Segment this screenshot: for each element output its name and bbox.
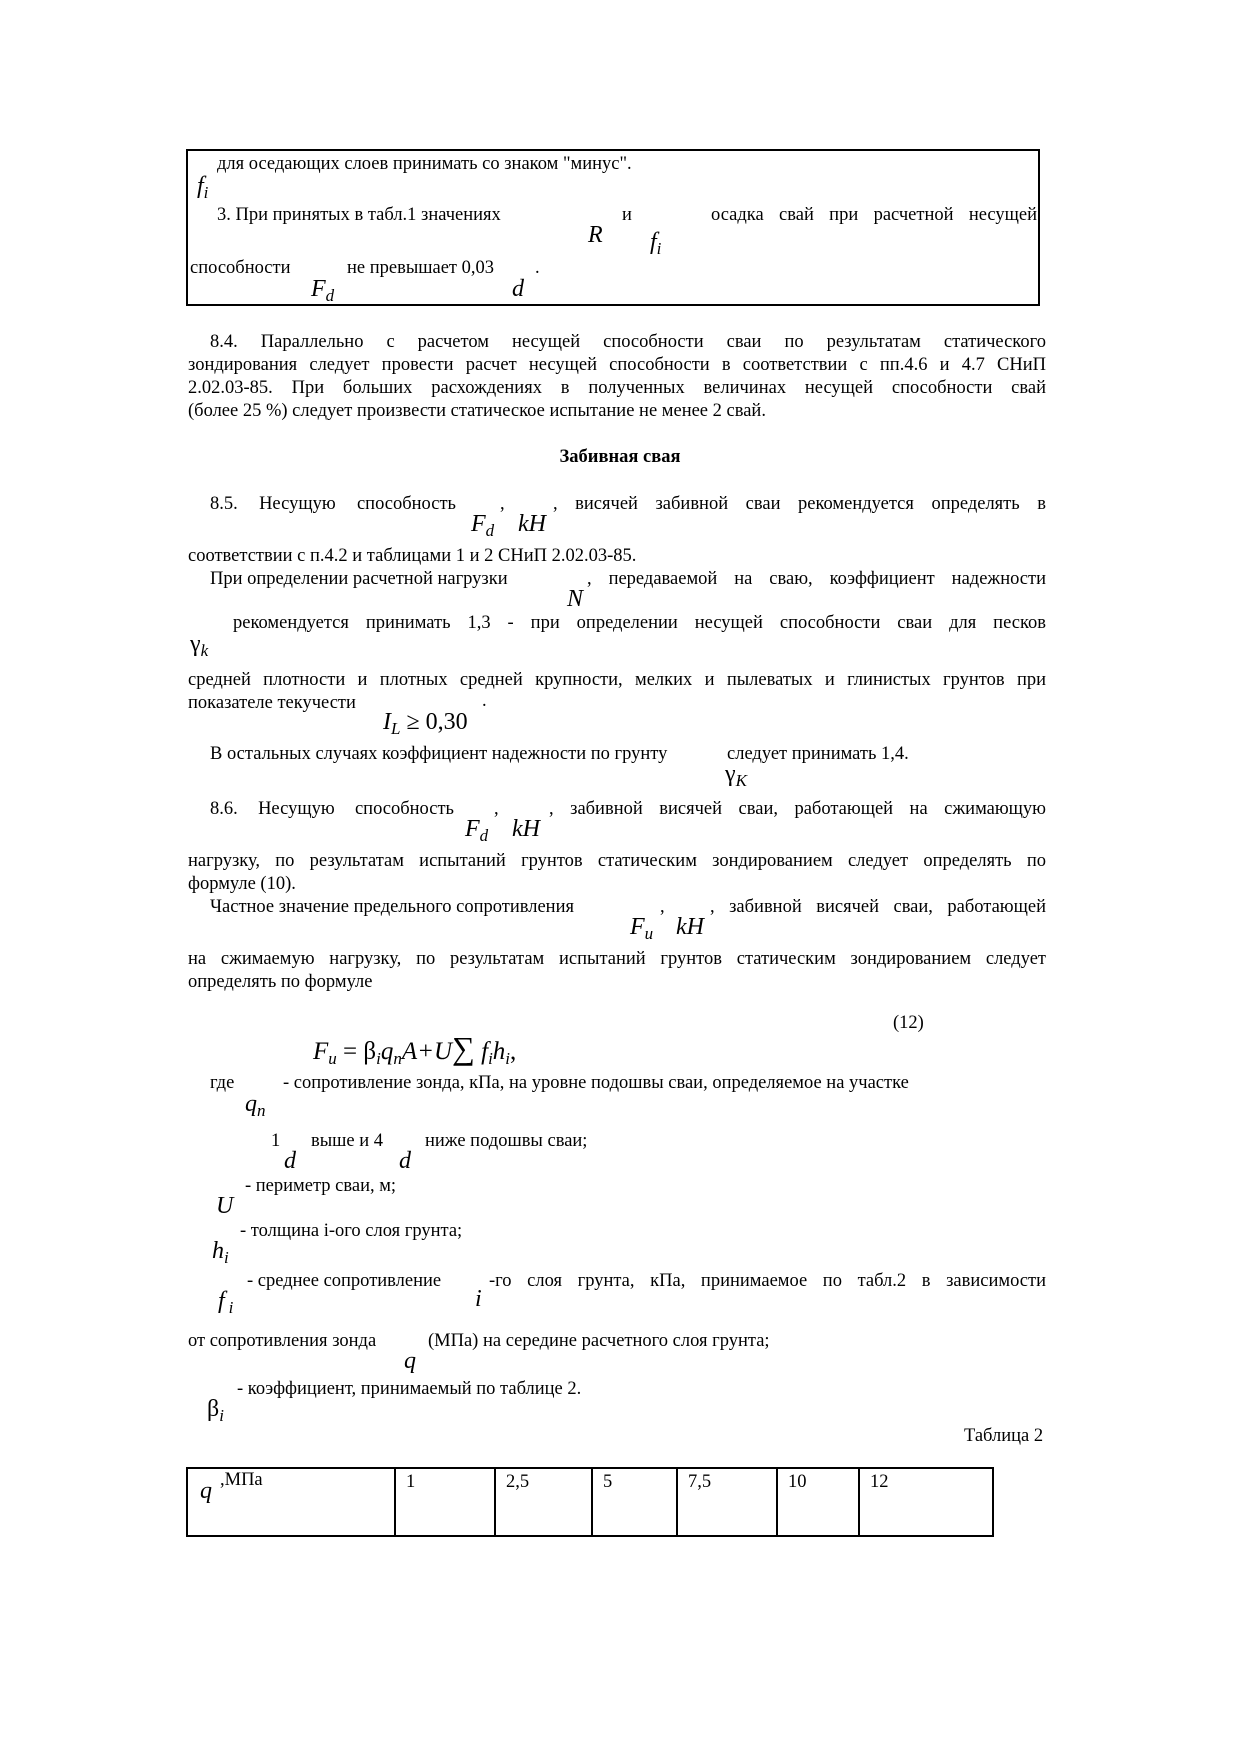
gamma-K-symbol: $\gamma_K$ — [725, 761, 747, 790]
Fd-symbol: $F_d$ — [311, 276, 335, 305]
beta-description: - коэффициент, принимаемый по таблице 2. — [237, 1379, 582, 1399]
U-symbol: U — [216, 1193, 234, 1219]
para-8-5-comma: , — [500, 494, 505, 514]
para-8-6-line-3: формуле (10). — [188, 874, 296, 894]
q-symbol: q — [404, 1348, 416, 1374]
para-8-6-line-5: на сжимаемую нагрузку, по результатам испытаний грунтов статическим зондированием следует — [188, 949, 1046, 969]
para-8-6-comma-2: , — [660, 897, 665, 917]
table-cell: 12 — [858, 1467, 994, 1537]
d-symbol-2: d — [284, 1148, 296, 1174]
para-8-6-a: 8.6. Несущую способность — [210, 799, 454, 819]
para-8-6-line-4a: Частное значение предельного сопротивления — [210, 897, 574, 917]
f-description-b: -го слоя грунта, кПа, принимаемое по табл.2 в зависимости — [489, 1271, 1046, 1291]
h-description: - толщина i-ого слоя грунта; — [240, 1221, 463, 1241]
f-description-a: - среднее сопротивление — [247, 1271, 442, 1291]
q-header-symbol: q — [200, 1478, 212, 1504]
table-header-cell — [186, 1467, 396, 1537]
para-8-5-line-6-end: . — [482, 691, 487, 711]
where-label: где — [210, 1073, 235, 1093]
para-8-5-a: 8.5. Несущую способность — [210, 494, 456, 514]
table-cell: 7,5 — [676, 1467, 778, 1537]
para-8-5-line-3a: При определении расчетной нагрузки — [210, 569, 508, 589]
kH-symbol-2: kH — [512, 816, 540, 842]
i-symbol: i — [475, 1286, 482, 1312]
Fd-symbol-3: $F_d$ — [465, 816, 489, 845]
para-8-5-line-7b: следует принимать 1,4. — [727, 744, 909, 764]
hi-symbol: $h_i$ — [212, 1238, 229, 1267]
section-title: Забивная свая — [559, 447, 681, 467]
gamma-k-symbol: $\gamma_k$ — [190, 631, 209, 660]
note-3-end: . — [535, 258, 540, 278]
qn-description: - сопротивление зонда, кПа, на уровне подошвы сваи, определяемое на участке — [283, 1073, 909, 1093]
note-3-and: и — [622, 205, 632, 225]
note-3-text-d: не превышает 0,03 — [347, 258, 495, 278]
para-8-5-line-6: показателе текучести — [188, 693, 356, 713]
para-8-5-line-7a: В остальных случаях коэффициент надежности по грунту — [210, 744, 668, 764]
para-8-4-line-4: (более 25 %) следует произвести статическое испытание не менее 2 свай. — [188, 401, 766, 421]
IL-condition: $I_L \ge 0,30$ — [383, 709, 468, 738]
f-description-c: от сопротивления зонда — [188, 1331, 377, 1351]
q-header-unit: ,МПа — [220, 1470, 263, 1490]
para-8-5-line-5: средней плотности и плотных средней крупности, мелких и пылеватых и глинистых грунтов при — [188, 670, 1046, 690]
para-8-5-line-3b: , передаваемой на сваю, коэффициент надежности — [587, 569, 1046, 589]
f-description-d: (МПа) на середине расчетного слоя грунта; — [428, 1331, 770, 1351]
qn-symbol: $q_n$ — [245, 1091, 266, 1120]
para-8-6-b: , забивной висячей сваи, работающей на сжимающую — [549, 799, 1046, 819]
fi-symbol: $f_i$ — [197, 173, 209, 202]
note-3-text-a: 3. При принятых в табл.1 значениях — [217, 205, 501, 225]
range-above: выше и 4 — [311, 1131, 384, 1151]
U-description: - периметр сваи, м; — [245, 1176, 397, 1196]
table-cell: 2,5 — [494, 1467, 593, 1537]
para-8-6-line-6: определять по формуле — [188, 972, 373, 992]
para-8-6-line-4b: , забивной висячей сваи, работающей — [710, 897, 1046, 917]
kH-symbol: kH — [518, 511, 546, 537]
para-8-6-line-2: нагрузку, по результатам испытаний грунтов статическим зондированием следует определять по — [188, 851, 1046, 871]
para-8-4-line-3: 2.02.03-85. При больших расхождениях в полученных величинах несущей способности свай — [188, 378, 1046, 398]
para-8-4-line-2: зондирования следует провести расчет несущей способности в соответствии с пп.4.6 и 4.7 СНиП — [188, 355, 1046, 375]
fi-symbol-3: f $_i$ — [218, 1288, 234, 1317]
range-one: 1 — [271, 1131, 281, 1151]
beta-i-symbol: $\beta_i$ — [207, 1396, 224, 1425]
Fu-symbol: $F_u$ — [630, 914, 654, 943]
table-cell: 1 — [394, 1467, 496, 1537]
formula-12: $F_u = \beta_iq_nA+U\sum$ $f_ih_i$, — [313, 1030, 517, 1068]
range-below: ниже подошвы сваи; — [425, 1131, 588, 1151]
table-cell: 5 — [591, 1467, 678, 1537]
Fd-symbol-2: $F_d$ — [471, 511, 495, 540]
para-8-5-line-4: рекомендуется принимать 1,3 - при определении несущей способности сваи для песков — [233, 613, 1046, 633]
note-line-1: для оседающих слоев принимать со знаком "минус". — [217, 154, 632, 174]
R-symbol: R — [588, 222, 603, 248]
d-symbol-3: d — [399, 1148, 411, 1174]
note-3-text-b: осадка свай при расчетной несущей — [711, 205, 1037, 225]
N-symbol: N — [567, 586, 584, 612]
para-8-4-line-1: 8.4. Параллельно с расчетом несущей способности сваи по результатам статического — [210, 332, 1046, 352]
para-8-6-comma: , — [494, 799, 499, 819]
table-cell: 10 — [776, 1467, 860, 1537]
formula-number: (12) — [893, 1013, 924, 1033]
para-8-5-b: , висячей забивной сваи рекомендуется определять в — [553, 494, 1046, 514]
fi-symbol-2: $f_i$ — [650, 229, 662, 258]
d-symbol: d — [512, 276, 524, 302]
para-8-5-line-2: соответствии с п.4.2 и таблицами 1 и 2 СНиП 2.02.03-85. — [188, 546, 637, 566]
table-caption: Таблица 2 — [964, 1426, 1044, 1446]
kH-symbol-3: kH — [676, 914, 704, 940]
note-3-text-c: способности — [190, 258, 291, 278]
